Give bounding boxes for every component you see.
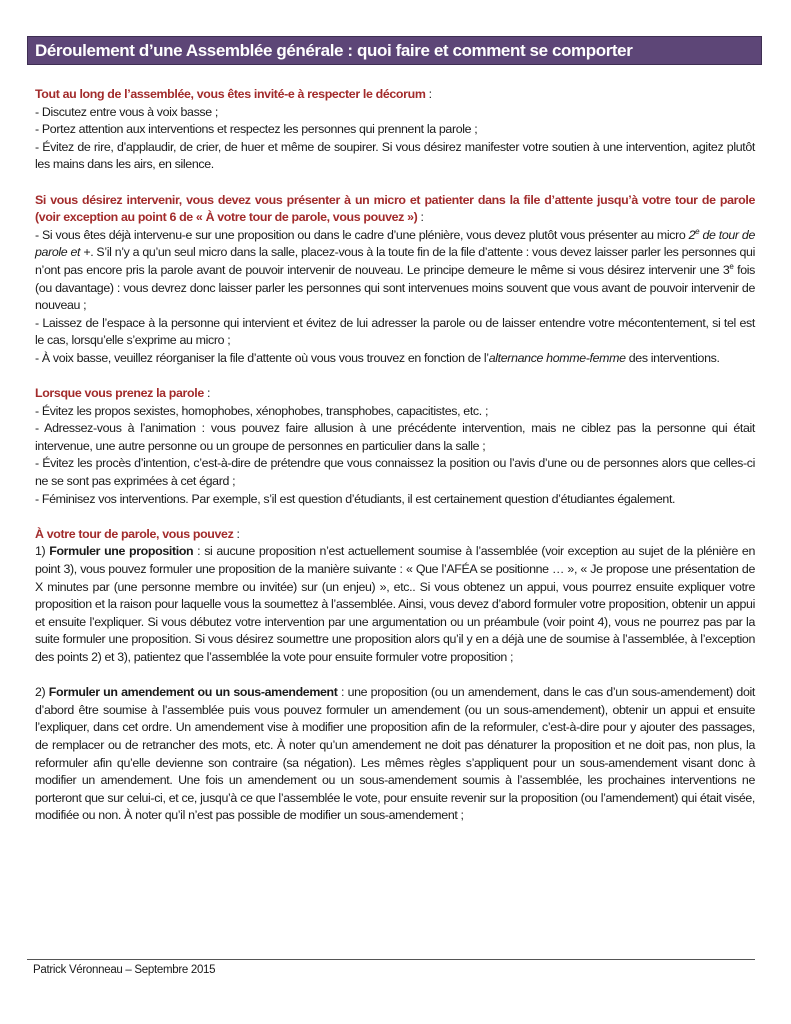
emphasis-alternance: alternance homme-femme (488, 350, 626, 365)
list-item: - Évitez de rire, d’applaudir, de crier, de huer et même de soupirer. Si vous désirez manifester votre soutien à une intervention, agitez plutôt les mains dans les airs, en silence. (35, 139, 755, 172)
footer-author: Patrick Véronneau – Septembre 2015 (33, 964, 216, 976)
section-decorum-heading (35, 86, 755, 104)
text: de tour de parole et + (35, 227, 755, 260)
list-item (35, 350, 755, 368)
heading-text: Si vous désirez intervenir, vous devez vous présenter à un micro et patienter dans la file d’attente jusqu’à votre tour de parole (voir exception au point 6 de « À votre tour de parole, vous pouvez ») (35, 192, 755, 225)
heading-text: À votre tour de parole, vous pouvez (35, 526, 234, 541)
heading-suffix: : (425, 87, 432, 101)
superscript: e (695, 226, 700, 236)
section-intervene-heading (35, 192, 755, 227)
list-item: - Féminisez vos interventions. Par exemple, s’il est question d’étudiants, il est certainement question d’étudiantes également. (35, 491, 676, 506)
section-speaking-heading (35, 385, 755, 403)
point-text: : si aucune proposition n’est actuellement soumise à l’assemblée (voir exception au sujet de la plénière en point 3), vous pouvez formuler une proposition de la manière suivante : « Que l’AFÉA se positionne … », « Je propose une présentation de X minutes par (une personne membre ou invitée) sur (un enjeu) », etc.. Si vous obtenez un appui, vous pourrez ensuite expliquer votre proposition et la raison pour laquelle vous la soumettez à l’assemblée. Ainsi, vous devez d’abord formuler votre proposition, obtenir un appui et ensuite l’expliquer. Si vous débutez votre intervention par une argumentation ou un préambule (voir point 4), vous ne pourrez pas par la suite formuler une proposition. Si vous désirez soumettre une proposition alors qu’il y en a déjà une de soumise à l’assemblée, à l’exception des points 2) et 3), patientez que l’assemblée la vote pour ensuite formuler votre proposition ; (35, 544, 755, 664)
text: fois (ou davantage) : vous devrez donc laisser parler les personnes qui sont intervenues moins souvent que vous avant de pouvoir intervenir de nouveau ; (35, 262, 755, 313)
text: - Si vous êtes déjà intervenu-e sur une proposition ou dans le cadre d’une plénière, vous devez plutôt vous présenter au micro (35, 227, 689, 242)
text: . S’il n’y a qu’un seul micro dans la salle, placez-vous à la toute fin de la file d’attente : vous devez laisser parler les personnes qui n’ont pas encore pris la parole avant de pouvoir intervenir de nouveau. Le principe demeure le même si vous désirez intervenir une 3 (35, 245, 755, 277)
point-lead: Formuler un amendement ou un sous-amendement (48, 685, 338, 700)
list-item: - Laissez de l’espace à la personne qui intervient et évitez de lui adresser la parole ou de laisser entendre votre mécontentement, si tel est le cas, lorsqu’elle s’exprime au micro ; (35, 315, 755, 348)
list-item: - Adressez-vous à l’animation : vous pouvez faire allusion à une précédente intervention, mais ne ciblez pas la personne qui était intervenue, une autre personne ou un groupe de personnes en particulier dans la salle ; (35, 421, 755, 453)
spacer (35, 174, 755, 192)
spacer (35, 368, 755, 386)
document-body (35, 86, 755, 825)
heading-text: Lorsque vous prenez la parole (35, 386, 204, 401)
text: - À voix basse, veuillez réorganiser la file d’attente où vous vous trouvez en fonction de l’ (35, 350, 489, 365)
heading-suffix: : (203, 386, 211, 401)
point-number: 1) (35, 544, 50, 559)
list-item (35, 227, 755, 315)
numbered-point (35, 684, 755, 825)
footer-divider (27, 959, 755, 960)
heading-text: Tout au long de l’assemblée, vous êtes invité-e à respecter le décorum (35, 87, 426, 101)
heading-suffix: : (417, 210, 424, 225)
point-number: 2) (35, 685, 49, 700)
text: des interventions. (625, 350, 720, 365)
list-item: - Évitez les propos sexistes, homophobes, xénophobes, transphobes, capacitistes, etc. ; (35, 403, 489, 418)
superscript: e (729, 261, 734, 271)
list-item: - Portez attention aux interventions et respectez les personnes qui prennent la parole ; (35, 122, 478, 137)
section-turn-heading (35, 526, 755, 544)
text: 2 (688, 227, 696, 242)
document-title: Déroulement d’une Assemblée générale : quoi faire et comment se comporter (27, 36, 762, 65)
spacer (35, 508, 755, 526)
spacer (35, 667, 755, 685)
list-item: - Évitez les procès d’intention, c’est-à-dire de prétendre que vous connaissez la position ou l’avis d’une ou de personnes alors que celles-ci ne se sont pas exprimées à cet égard ; (35, 456, 755, 489)
numbered-point (35, 543, 755, 666)
point-text: : une proposition (ou un amendement, dans le cas d’un sous-amendement) doit d’abord être soumise à l’assemblée puis vous pouvez formuler un amendement (ou un sous-amendement), obtenir un appui et ensuite l’expliquer, dans cet ordre. Un amendement vise à modifier une proposition afin de la reformuler, c’est-à-dire pour y ajouter des passages, de remplacer ou de retrancher des mots, etc. À noter qu’un amendement ne doit pas dénaturer la proposition et ne doit pas, non plus, la reformuler afin qu’elle devienne son contraire (sa négation). Les mêmes règles s’appliquent pour un sous-amendement visant donc à modifier un amendement. Une fois un amendement ou un sous-amendement soumis à l’assemblée, les prochaines interventions ne porteront que sur celui-ci, et ce, jusqu’à ce que l’assemblée le vote, pour ensuite revenir sur la proposition (ou l’amendement) qui était visée, modifiée ou non. À noter qu’il n’est pas possible de modifier un sous-amendement ; (35, 685, 755, 823)
list-item: - Discutez entre vous à voix basse ; (35, 104, 218, 119)
point-lead: Formuler une proposition (49, 544, 194, 559)
heading-suffix: : (233, 526, 240, 541)
